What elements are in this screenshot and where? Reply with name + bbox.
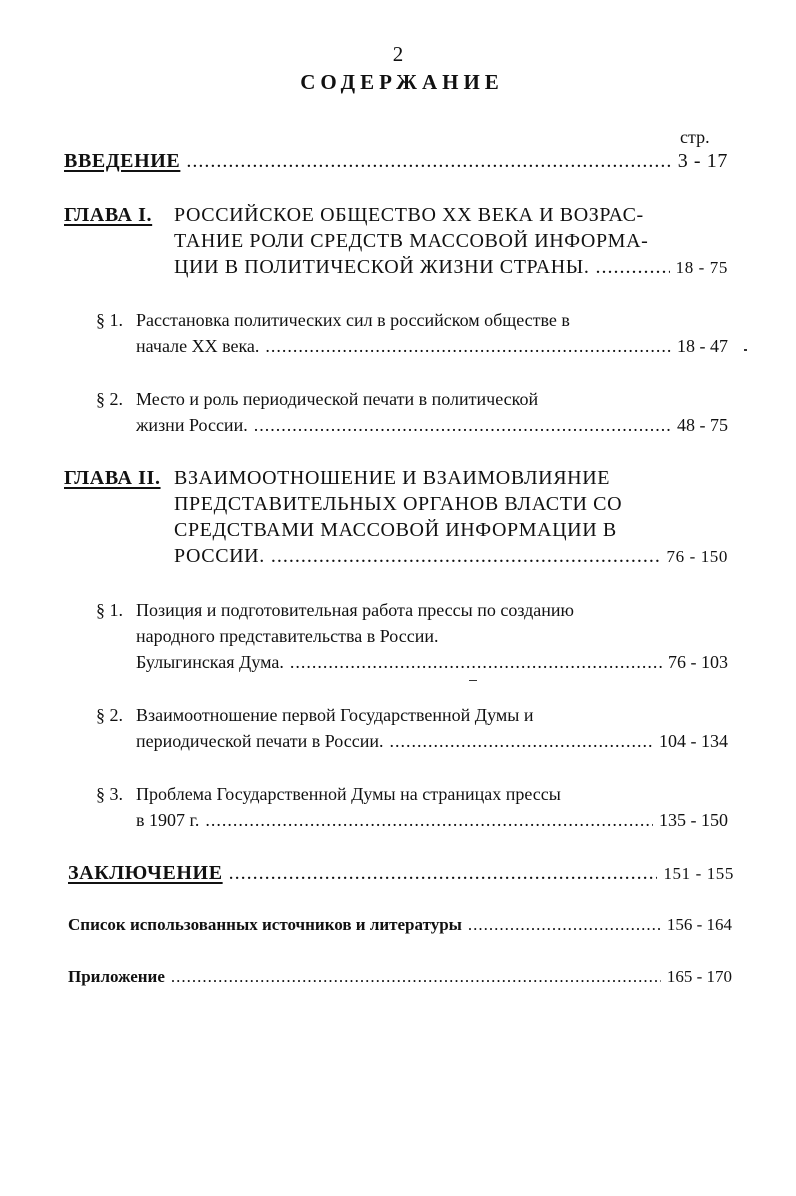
leader-dots <box>468 915 661 935</box>
section-title-line: жизни России. <box>136 415 248 435</box>
section-title-line: в 1907 г. <box>136 810 200 830</box>
chapter1-pages: 18 - 75 <box>675 258 728 277</box>
toc-entry-ch2-sec3[interactable] <box>136 810 728 831</box>
leader-dots <box>265 336 671 357</box>
leader-dots <box>290 652 662 673</box>
section-pages: 104 - 134 <box>659 731 728 751</box>
appendix-pages: 165 - 170 <box>666 967 732 986</box>
page-column-label: стр. <box>680 127 710 147</box>
conclusion-pages: 151 - 155 <box>663 864 734 883</box>
section-title-line: Проблема Государственной Думы на страницах прессы <box>136 784 561 804</box>
section-title-line: Место и роль периодической печати в политической <box>136 389 539 409</box>
leader-dots <box>254 415 671 436</box>
page-title: СОДЕРЖАНИЕ <box>300 70 504 94</box>
section-number: § 2. <box>96 705 123 725</box>
toc-entry-chapter2[interactable] <box>174 545 728 568</box>
leader-dots <box>186 150 671 173</box>
section-number: § 1. <box>96 310 123 330</box>
section-title-line: периодической печати в России. <box>136 731 384 751</box>
toc-entry-chapter1[interactable] <box>174 256 728 279</box>
sources-label: Список использованных источников и литературы <box>68 915 462 934</box>
section-title-line: Булыгинская Дума. <box>136 652 284 672</box>
section-pages: 76 - 103 <box>668 652 728 672</box>
leader-dots <box>229 862 658 885</box>
leader-dots <box>171 967 661 987</box>
toc-entry-introduction[interactable] <box>64 150 728 173</box>
section-number: § 2. <box>96 389 123 409</box>
leader-dots <box>595 256 669 279</box>
introduction-label: ВВЕДЕНИЕ <box>64 150 181 172</box>
toc-entry-conclusion[interactable] <box>68 862 734 885</box>
leader-dots <box>389 731 653 752</box>
scan-speck <box>744 349 747 351</box>
section-number: § 3. <box>96 784 123 804</box>
toc-entry-ch2-sec1[interactable] <box>136 652 728 673</box>
appendix-label: Приложение <box>68 967 165 986</box>
sources-pages: 156 - 164 <box>666 915 732 934</box>
section-title-line: начале XX века. <box>136 336 260 356</box>
leader-dots <box>271 545 661 568</box>
chapter2-label: ГЛАВА II. <box>64 467 161 489</box>
section-pages: 18 - 47 <box>677 336 728 356</box>
toc-entry-appendix[interactable] <box>68 967 732 987</box>
leader-dots <box>205 810 653 831</box>
section-title-line: Позиция и подготовительная работа прессы по созданию <box>136 600 574 620</box>
toc-entry-ch1-sec1[interactable] <box>136 336 728 357</box>
section-title-line: Взаимоотношение первой Государственной Думы и <box>136 705 534 725</box>
chapter2-title-line: СРЕДСТВАМИ МАССОВОЙ ИНФОРМАЦИИ В <box>174 519 617 541</box>
chapter2-pages: 76 - 150 <box>666 547 728 566</box>
chapter2-title-line: ПРЕДСТАВИТЕЛЬНЫХ ОРГАНОВ ВЛАСТИ СО <box>174 493 623 515</box>
introduction-pages: 3 - 17 <box>677 150 728 172</box>
scan-speck <box>469 680 477 681</box>
chapter1-title-line: ТАНИЕ РОЛИ СРЕДСТВ МАССОВОЙ ИНФОРМА- <box>174 230 649 252</box>
chapter2-title-line: РОССИИ. <box>174 545 265 567</box>
chapter2-title-line: ВЗАИМООТНОШЕНИЕ И ВЗАИМОВЛИЯНИЕ <box>174 467 611 489</box>
toc-entry-ch2-sec2[interactable] <box>136 731 728 752</box>
section-number: § 1. <box>96 600 123 620</box>
toc-entry-ch1-sec2[interactable] <box>136 415 728 436</box>
section-title-line: народного представительства в России. <box>136 626 439 646</box>
section-pages: 135 - 150 <box>659 810 728 830</box>
chapter1-title-line: ЦИИ В ПОЛИТИЧЕСКОЙ ЖИЗНИ СТРАНЫ. <box>174 256 590 278</box>
chapter1-label: ГЛАВА I. <box>64 204 153 226</box>
toc-entry-sources[interactable] <box>68 915 732 935</box>
conclusion-label: ЗАКЛЮЧЕНИЕ <box>68 862 223 884</box>
chapter1-title-line: РОССИЙСКОЕ ОБЩЕСТВО XX ВЕКА И ВОЗРАС- <box>174 204 644 226</box>
section-title-line: Расстановка политических сил в российском обществе в <box>136 310 570 330</box>
section-pages: 48 - 75 <box>677 415 728 435</box>
page-number: 2 <box>392 42 404 66</box>
